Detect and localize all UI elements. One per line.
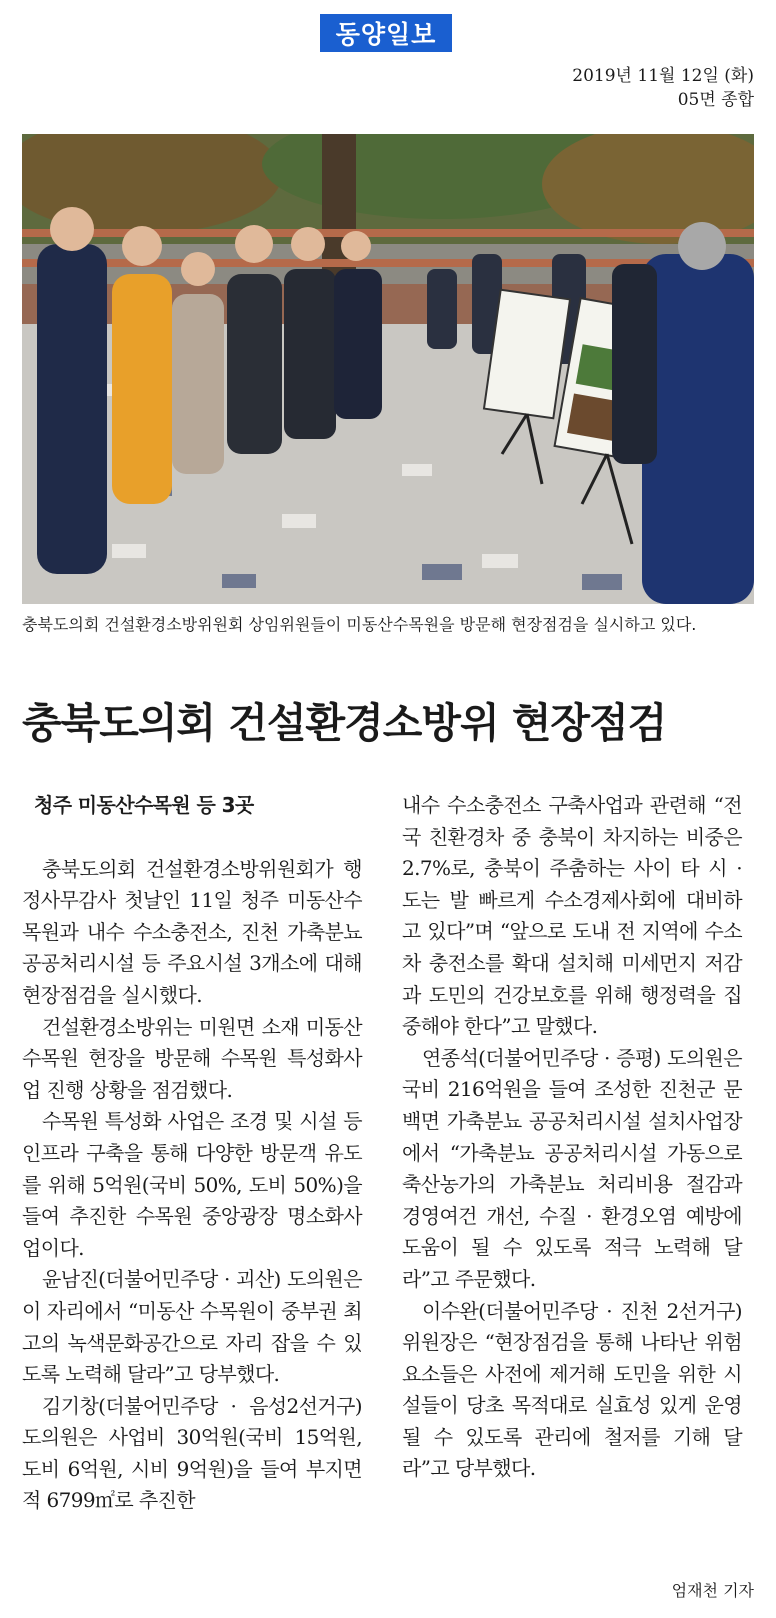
dateline [572,64,754,112]
article-paragraph: 연종석(더불어민주당 · 증평) 도의원은 국비 216억원을 들여 조성한 진천군 문백면 가축분뇨 공공처리시설 설치사업장에서 “가축분뇨 공공처리시설 가동으로 축산농가의 가축분뇨 처리비용 절감과 경영여건 개선, 수질 · 환경오염 예방에 도움이 될 수 있도록 적극 노력해 달라”고 주문했다. [402,1045,742,1291]
article-paragraph: 건설환경소방위는 미원면 소재 미동산수목원 현장을 방문해 수목원 특성화사업 진행 상황을 점검했다. [22,1014,362,1102]
article-paragraph: 충북도의회 건설환경소방위원회가 행정사무감사 첫날인 11일 청주 미동산수목원과 내수 수소충전소, 진천 가축분뇨 공공처리시설 등 주요시설 3개소에 대해 현장점검을 실시했다. [22,856,362,1007]
subheadline: 청주 미동산수목원 등 3곳 [34,793,254,817]
byline: 엄재천 기자 [671,1581,754,1600]
article-paragraph: 내수 수소충전소 구축사업과 관련해 “전국 친환경차 중 충북이 차지하는 비중은 2.7%로, 충북이 주춤하는 사이 타 시 · 도는 발 빠르게 수소경제사회에 대비하고 있다”며 “앞으로 도내 전 지역에 수소차 충전소를 확대 설치해 미세먼지 저감과 도민의 건강보호를 위해 행정력을 집중해야 한다”고 말했다. [402,793,742,1039]
photo-caption: 충북도의회 건설환경소방위원회 상임위원들이 미동산수목원을 방문해 현장점검을 실시하고 있다. [22,615,697,634]
page-section: 05면 종합 [677,90,754,110]
news-photo-illustration [22,134,754,604]
newspaper-logo: 동양일보 [320,14,452,52]
article-paragraph: 김기창(더불어민주당 · 음성2선거구) 도의원은 사업비 30억원(국비 15억원, 도비 6억원, 시비 9억원)을 들여 부지면적 6799㎡로 추진한 [22,1393,362,1513]
headline: 충북도의회 건설환경소방위 현장점검 [22,699,667,747]
article-column-right [402,790,742,1485]
article-column-left [22,790,362,1517]
issue-date: 2019년 11월 12일 (화) [572,66,754,86]
article-paragraph: 이수완(더불어민주당 · 진천 2선거구) 위원장은 “현장점검을 통해 나타난 위험요소들은 사전에 제거해 도민을 위한 시설들이 당초 목적대로 실효성 있게 운영될 수 있도록 관리에 철저를 기해 달라”고 당부했다. [402,1298,742,1481]
article-paragraph: 수목원 특성화 사업은 조경 및 시설 등 인프라 구축을 통해 다양한 방문객 유도를 위해 5억원(국비 50%, 도비 50%)을 들여 추진한 수목원 중앙광장 명소화사업이다. [22,1109,362,1260]
article-paragraph: 윤남진(더불어민주당 · 괴산) 도의원은 이 자리에서 “미동산 수목원이 중부권 최고의 녹색문화공간으로 자리 잡을 수 있도록 노력해 달라”고 당부했다. [22,1267,362,1387]
news-photo [22,134,754,604]
